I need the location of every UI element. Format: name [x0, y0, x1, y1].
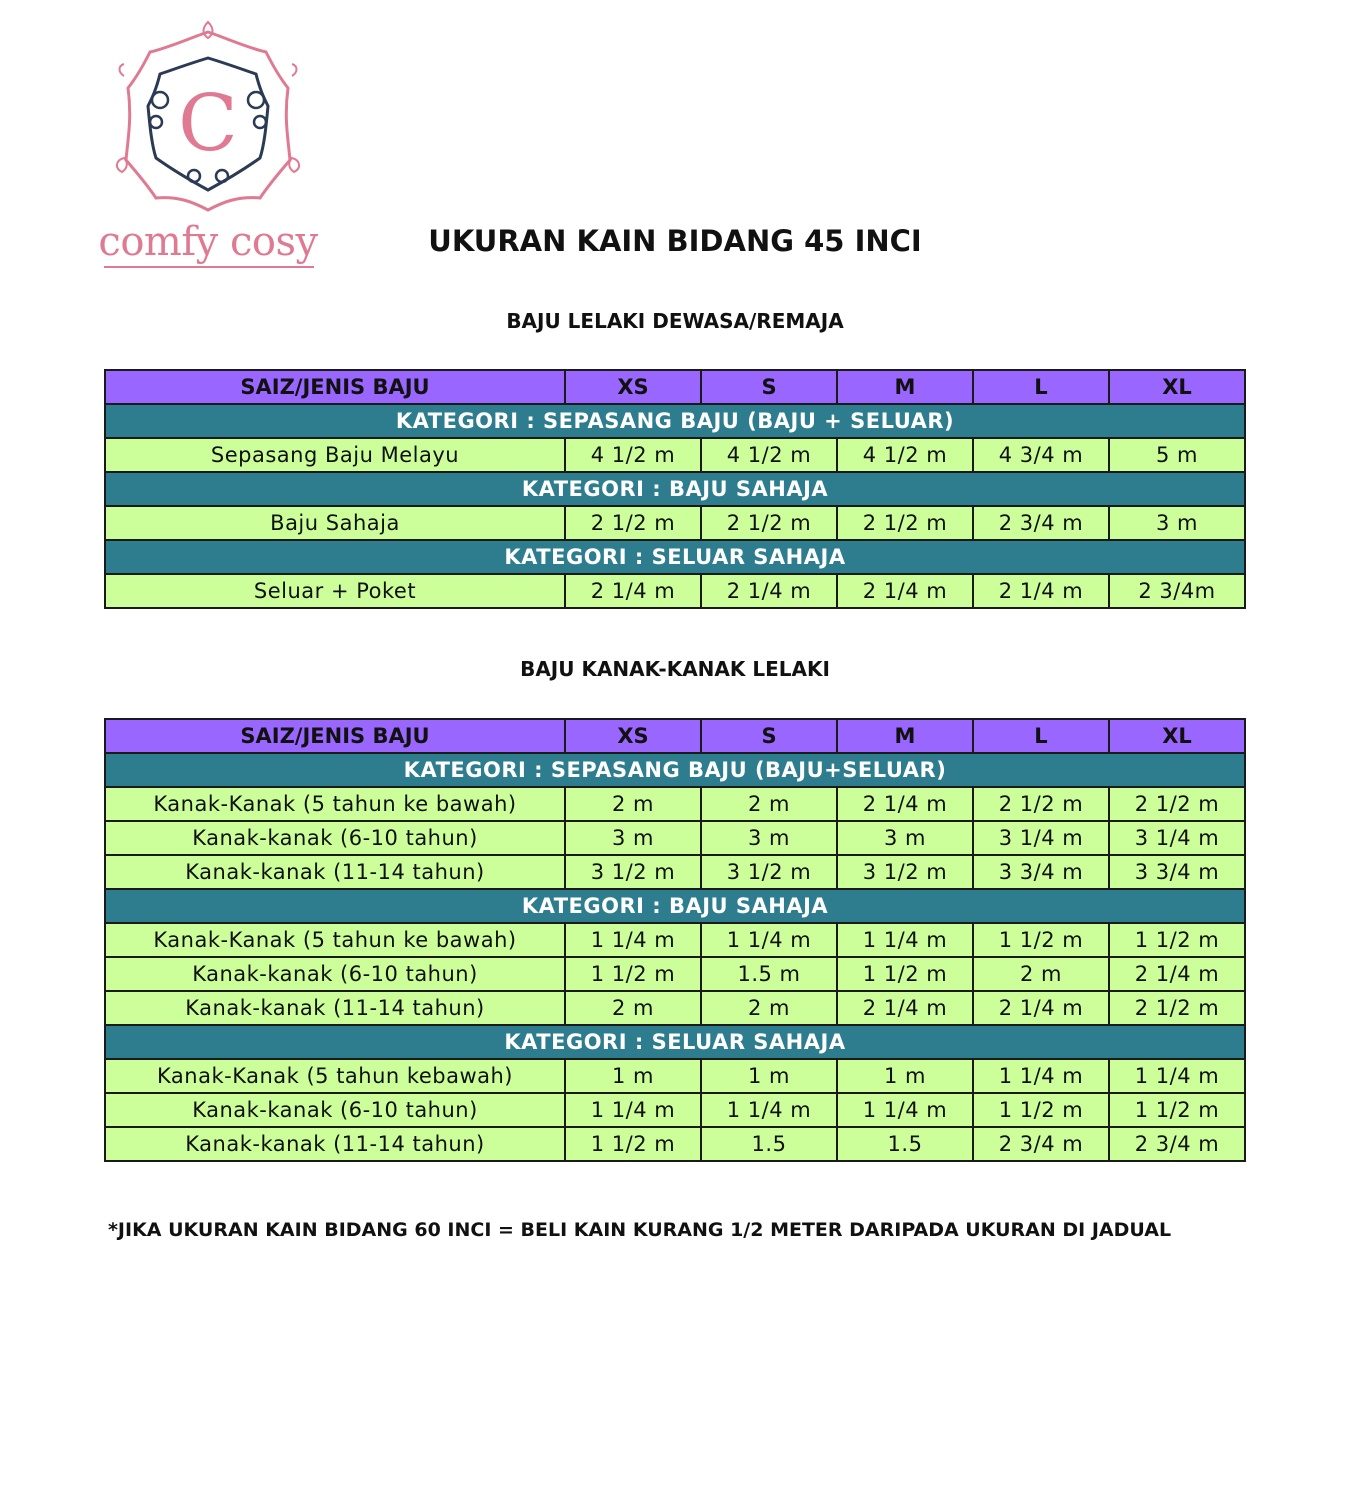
size-value: 1.5 m: [701, 957, 837, 991]
table-row: [105, 506, 1245, 540]
header-cell: L: [973, 370, 1109, 404]
size-value: 1 1/4 m: [565, 923, 701, 957]
size-value: 2 3/4 m: [973, 506, 1109, 540]
logo-frame-icon: [98, 18, 318, 218]
table-row: [105, 991, 1245, 1025]
table-row: [105, 1093, 1245, 1127]
brand-underline: [104, 266, 314, 268]
size-value: 1 m: [837, 1059, 973, 1093]
size-value: 2 m: [701, 787, 837, 821]
size-value: 2 3/4m: [1109, 574, 1245, 608]
size-value: 1 1/2 m: [1109, 923, 1245, 957]
size-value: 3 1/4 m: [1109, 821, 1245, 855]
size-value: 2 1/4 m: [701, 574, 837, 608]
size-value: 1 1/4 m: [1109, 1059, 1245, 1093]
size-value: 2 m: [973, 957, 1109, 991]
row-label: Kanak-kanak (6-10 tahun): [105, 821, 565, 855]
size-value: 2 m: [565, 991, 701, 1025]
table-header-row: [105, 370, 1245, 404]
size-value: 2 m: [565, 787, 701, 821]
table-row: [105, 1059, 1245, 1093]
size-value: 2 1/4 m: [565, 574, 701, 608]
size-value: 1 m: [565, 1059, 701, 1093]
size-value: 2 1/2 m: [1109, 991, 1245, 1025]
size-value: 2 1/4 m: [837, 787, 973, 821]
category-row: [105, 1025, 1245, 1059]
row-label: Kanak-Kanak (5 tahun kebawah): [105, 1059, 565, 1093]
size-value: 3 m: [701, 821, 837, 855]
category-row: [105, 753, 1245, 787]
category-label: KATEGORI : SELUAR SAHAJA: [105, 1025, 1245, 1059]
size-value: 1 1/2 m: [973, 1093, 1109, 1127]
header-cell: M: [837, 370, 973, 404]
row-label: Kanak-Kanak (5 tahun ke bawah): [105, 923, 565, 957]
row-label: Kanak-kanak (6-10 tahun): [105, 957, 565, 991]
size-value: 3 3/4 m: [1109, 855, 1245, 889]
category-row: [105, 540, 1245, 574]
size-value: 1.5: [701, 1127, 837, 1161]
size-value: 3 m: [1109, 506, 1245, 540]
size-value: 3 m: [837, 821, 973, 855]
header-cell: M: [837, 719, 973, 753]
row-label: Baju Sahaja: [105, 506, 565, 540]
size-value: 1 1/2 m: [565, 957, 701, 991]
table-row: [105, 1127, 1245, 1161]
size-value: 2 1/4 m: [837, 991, 973, 1025]
size-value: 1 1/4 m: [837, 1093, 973, 1127]
size-value: 4 1/2 m: [565, 438, 701, 472]
header-cell: XS: [565, 719, 701, 753]
table-title-adult: BAJU LELAKI DEWASA/REMAJA: [506, 309, 844, 333]
size-value: 1 1/2 m: [565, 1127, 701, 1161]
size-value: 1 m: [701, 1059, 837, 1093]
size-table-adult: [104, 369, 1246, 609]
size-value: 1 1/4 m: [565, 1093, 701, 1127]
size-value: 5 m: [1109, 438, 1245, 472]
size-value: 2 1/4 m: [1109, 957, 1245, 991]
size-value: 1 1/4 m: [701, 1093, 837, 1127]
size-value: 1 1/2 m: [837, 957, 973, 991]
size-value: 2 1/4 m: [973, 574, 1109, 608]
size-value: 3 1/2 m: [837, 855, 973, 889]
category-label: KATEGORI : BAJU SAHAJA: [105, 889, 1245, 923]
table-title-kids: BAJU KANAK-KANAK LELAKI: [520, 657, 830, 681]
size-value: 1 1/2 m: [973, 923, 1109, 957]
table-header-row: [105, 719, 1245, 753]
table-row: [105, 821, 1245, 855]
size-value: 4 1/2 m: [701, 438, 837, 472]
size-value: 2 1/4 m: [973, 991, 1109, 1025]
size-value: 2 1/2 m: [1109, 787, 1245, 821]
size-value: 2 1/2 m: [701, 506, 837, 540]
category-row: [105, 472, 1245, 506]
size-value: 2 3/4 m: [973, 1127, 1109, 1161]
brand-name: comfy cosy: [98, 219, 318, 265]
size-value: 1 1/2 m: [1109, 1093, 1245, 1127]
page-title: UKURAN KAIN BIDANG 45 INCI: [428, 224, 922, 258]
size-value: 2 1/2 m: [565, 506, 701, 540]
size-value: 3 1/2 m: [565, 855, 701, 889]
size-value: 3 3/4 m: [973, 855, 1109, 889]
category-label: KATEGORI : SEPASANG BAJU (BAJU + SELUAR): [105, 404, 1245, 438]
header-cell: XL: [1109, 719, 1245, 753]
size-value: 3 1/2 m: [701, 855, 837, 889]
footnote: *JIKA UKURAN KAIN BIDANG 60 INCI = BELI KAIN KURANG 1/2 METER DARIPADA UKURAN DI JADUAL: [108, 1219, 1172, 1241]
row-label: Sepasang Baju Melayu: [105, 438, 565, 472]
size-value: 2 m: [701, 991, 837, 1025]
table-row: [105, 438, 1245, 472]
size-value: 4 3/4 m: [973, 438, 1109, 472]
size-value: 2 1/2 m: [837, 506, 973, 540]
size-value: 2 1/2 m: [973, 787, 1109, 821]
header-cell: XS: [565, 370, 701, 404]
row-label: Kanak-kanak (11-14 tahun): [105, 991, 565, 1025]
category-row: [105, 889, 1245, 923]
table-row: [105, 957, 1245, 991]
row-label: Kanak-Kanak (5 tahun ke bawah): [105, 787, 565, 821]
size-value: 1 1/4 m: [837, 923, 973, 957]
size-value: 3 1/4 m: [973, 821, 1109, 855]
row-label: Kanak-kanak (6-10 tahun): [105, 1093, 565, 1127]
size-value: 3 m: [565, 821, 701, 855]
size-value: 4 1/2 m: [837, 438, 973, 472]
header-cell: S: [701, 370, 837, 404]
size-value: 2 1/4 m: [837, 574, 973, 608]
category-label: KATEGORI : BAJU SAHAJA: [105, 472, 1245, 506]
logo-monogram: C: [178, 79, 238, 169]
size-table-kids: [104, 718, 1246, 1162]
size-value: 1 1/4 m: [701, 923, 837, 957]
row-label: Seluar + Poket: [105, 574, 565, 608]
header-cell: SAIZ/JENIS BAJU: [105, 370, 565, 404]
header-cell: XL: [1109, 370, 1245, 404]
header-cell: S: [701, 719, 837, 753]
header-cell: L: [973, 719, 1109, 753]
category-row: [105, 404, 1245, 438]
row-label: Kanak-kanak (11-14 tahun): [105, 1127, 565, 1161]
table-row: [105, 855, 1245, 889]
size-value: 2 3/4 m: [1109, 1127, 1245, 1161]
header-cell: SAIZ/JENIS BAJU: [105, 719, 565, 753]
size-value: 1.5: [837, 1127, 973, 1161]
size-value: 1 1/4 m: [973, 1059, 1109, 1093]
row-label: Kanak-kanak (11-14 tahun): [105, 855, 565, 889]
table-row: [105, 574, 1245, 608]
table-row: [105, 787, 1245, 821]
brand-logo: [98, 18, 318, 265]
table-row: [105, 923, 1245, 957]
category-label: KATEGORI : SELUAR SAHAJA: [105, 540, 1245, 574]
category-label: KATEGORI : SEPASANG BAJU (BAJU+SELUAR): [105, 753, 1245, 787]
